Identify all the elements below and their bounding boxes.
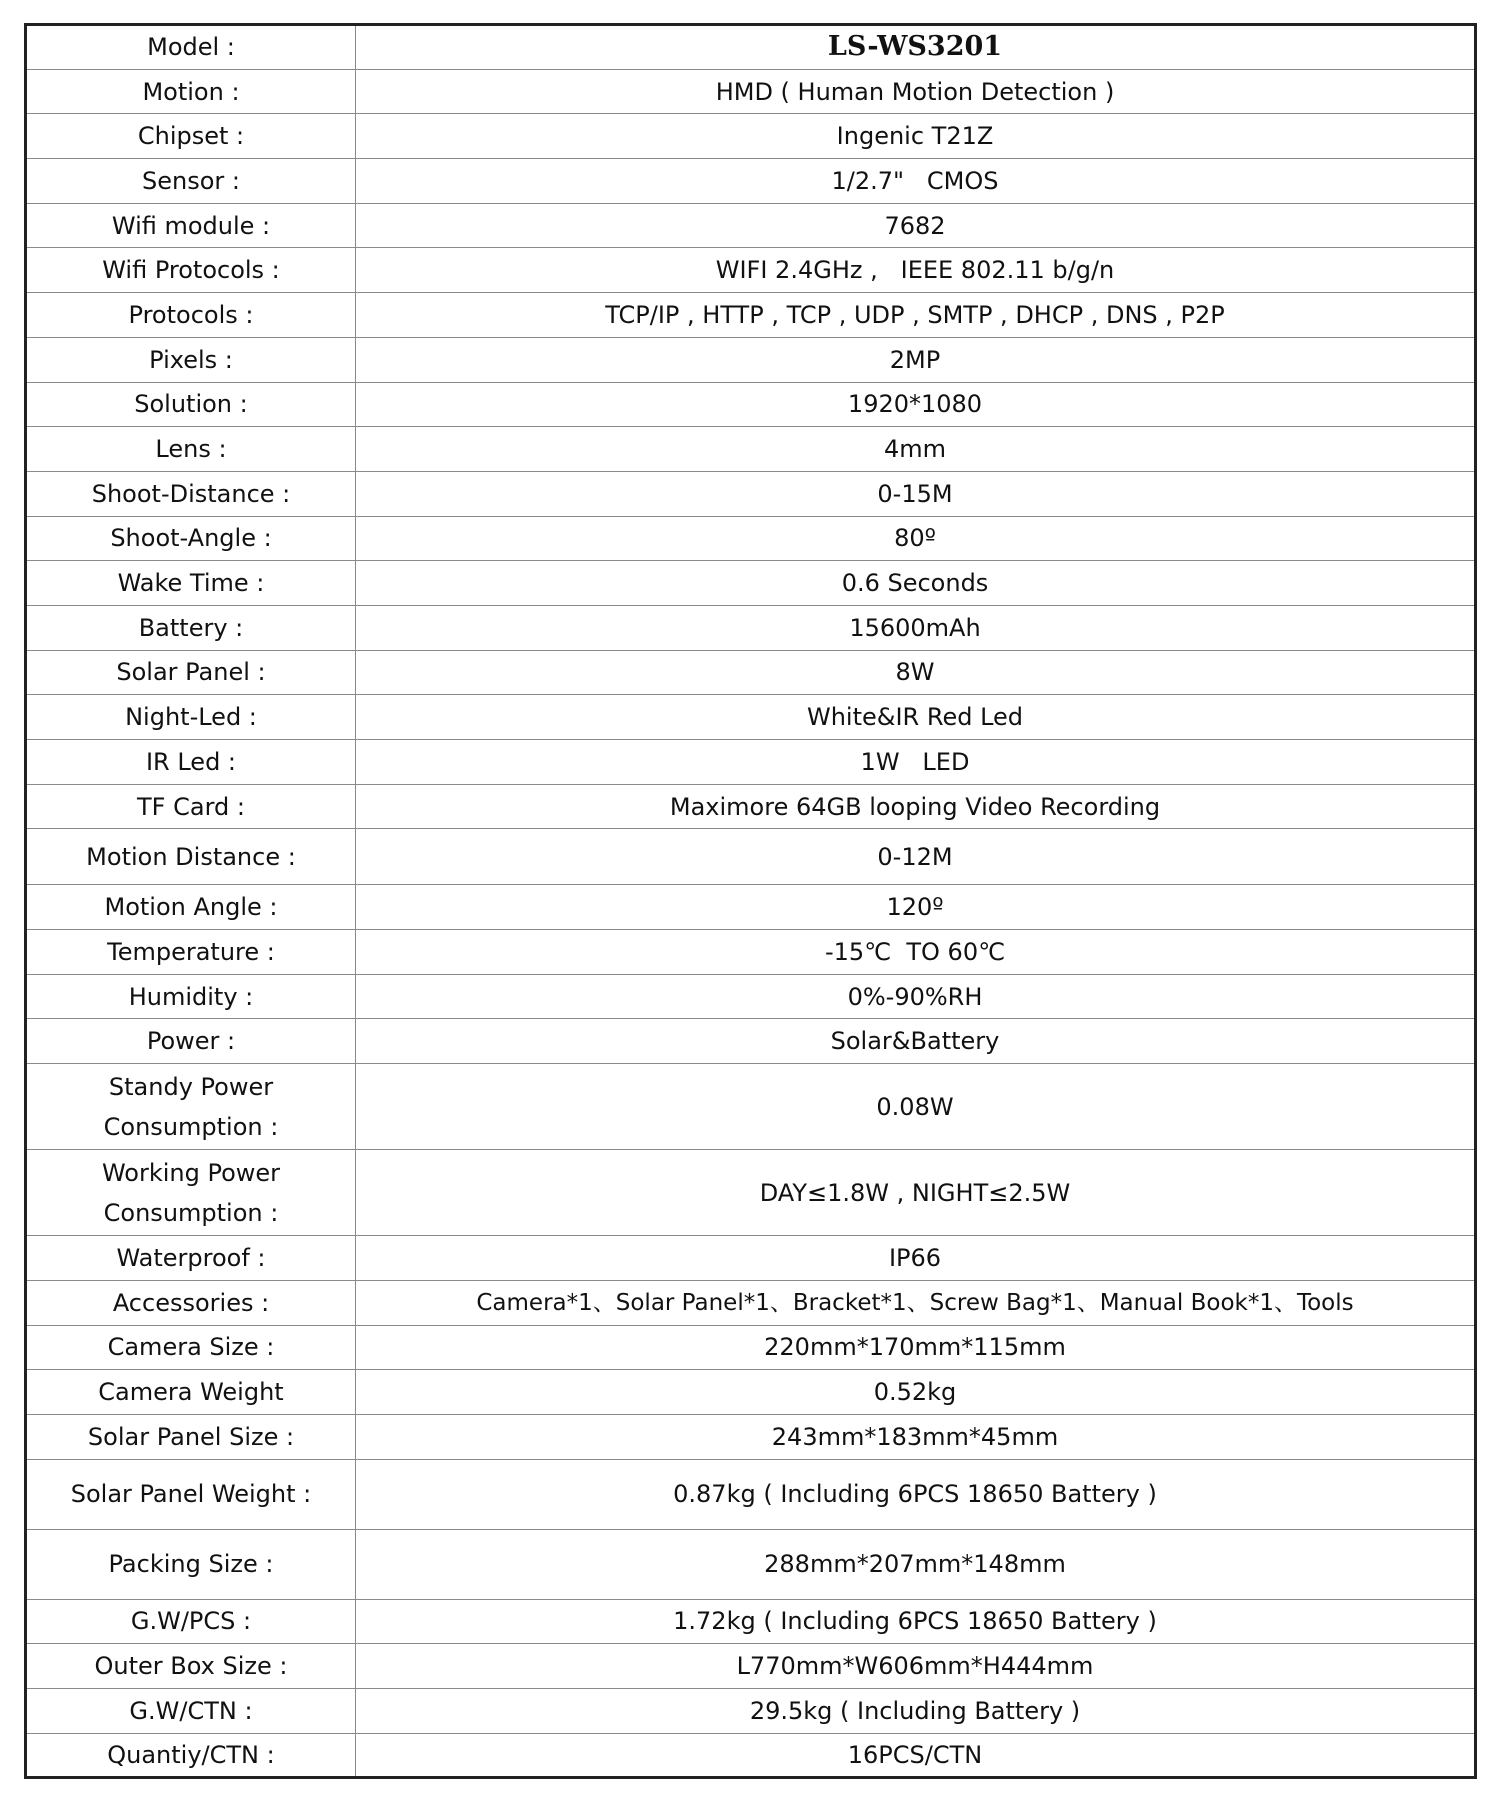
spec-value: 0.08W — [356, 1064, 1476, 1150]
spec-label: IR Led : — [26, 740, 356, 785]
spec-value: WIFI 2.4GHz , IEEE 802.11 b/g/n — [356, 248, 1476, 293]
spec-label-line-2: Consumption : — [103, 1112, 279, 1141]
spec-row-shoot-distance — [26, 471, 1476, 516]
spec-label: Wake Time : — [26, 561, 356, 606]
spec-label: Temperature : — [26, 930, 356, 975]
spec-value: White&IR Red Led — [356, 695, 1476, 740]
spec-value: TCP/IP , HTTP , TCP , UDP , SMTP , DHCP , DNS , P2P — [356, 293, 1476, 338]
spec-label — [26, 1150, 356, 1236]
spec-label: Camera Weight — [26, 1370, 356, 1415]
spec-row-wake-time — [26, 561, 1476, 606]
spec-value: 7682 — [356, 203, 1476, 248]
spec-value: 0.52kg — [356, 1370, 1476, 1415]
spec-row-shoot-angle — [26, 516, 1476, 561]
spec-label: Motion : — [26, 69, 356, 114]
spec-label: TF Card : — [26, 784, 356, 829]
spec-label: Solar Panel : — [26, 650, 356, 695]
spec-row-sensor — [26, 159, 1476, 204]
spec-value: Camera*1、Solar Panel*1、Bracket*1、Screw Bag*1、Manual Book*1、Tools — [356, 1280, 1476, 1325]
spec-row-night-led — [26, 695, 1476, 740]
spec-value: 1920*1080 — [356, 382, 1476, 427]
spec-value: 120º — [356, 885, 1476, 930]
spec-label: Shoot-Angle : — [26, 516, 356, 561]
spec-row-battery — [26, 605, 1476, 650]
spec-row-waterproof — [26, 1236, 1476, 1281]
spec-label-line-1: Standy Power — [108, 1072, 274, 1101]
spec-label: Solution : — [26, 382, 356, 427]
spec-value: 0.6 Seconds — [356, 561, 1476, 606]
spec-label — [26, 1064, 356, 1150]
spec-label: Pixels : — [26, 337, 356, 382]
spec-label: G.W/CTN : — [26, 1688, 356, 1733]
spec-row-protocols — [26, 293, 1476, 338]
spec-row-gw-pcs — [26, 1599, 1476, 1644]
spec-label: Quantiy/CTN : — [26, 1733, 356, 1778]
spec-label: Night-Led : — [26, 695, 356, 740]
spec-value: IP66 — [356, 1236, 1476, 1281]
spec-row-wifi-protocols — [26, 248, 1476, 293]
spec-label: Sensor : — [26, 159, 356, 204]
spec-row-camera-weight — [26, 1370, 1476, 1415]
spec-label: Packing Size : — [26, 1529, 356, 1599]
spec-label: Motion Distance : — [26, 829, 356, 885]
spec-value: Solar&Battery — [356, 1019, 1476, 1064]
spec-label: Wifi Protocols : — [26, 248, 356, 293]
spec-row-working-power — [26, 1150, 1476, 1236]
spec-value: 4mm — [356, 427, 1476, 472]
spec-row-humidity — [26, 974, 1476, 1019]
spec-row-model — [26, 25, 1476, 70]
spec-row-wifi-module — [26, 203, 1476, 248]
spec-label: Humidity : — [26, 974, 356, 1019]
spec-row-motion-distance — [26, 829, 1476, 885]
spec-value: HMD ( Human Motion Detection ) — [356, 69, 1476, 114]
spec-row-pixels — [26, 337, 1476, 382]
spec-label-line-2: Consumption : — [103, 1198, 279, 1227]
spec-value: 2MP — [356, 337, 1476, 382]
spec-value: 0.87kg ( Including 6PCS 18650 Battery ) — [356, 1459, 1476, 1529]
spec-value: DAY≤1.8W , NIGHT≤2.5W — [356, 1150, 1476, 1236]
spec-row-temperature — [26, 930, 1476, 975]
spec-label: Chipset : — [26, 114, 356, 159]
spec-label: Waterproof : — [26, 1236, 356, 1281]
spec-row-chipset — [26, 114, 1476, 159]
spec-label: G.W/PCS : — [26, 1599, 356, 1644]
spec-row-lens — [26, 427, 1476, 472]
spec-row-power — [26, 1019, 1476, 1064]
spec-row-outer-box-size — [26, 1644, 1476, 1689]
spec-value: Ingenic T21Z — [356, 114, 1476, 159]
spec-label: Lens : — [26, 427, 356, 472]
spec-value: 15600mAh — [356, 605, 1476, 650]
spec-value: 1W LED — [356, 740, 1476, 785]
spec-value: 16PCS/CTN — [356, 1733, 1476, 1778]
spec-value: 80º — [356, 516, 1476, 561]
spec-row-motion-angle — [26, 885, 1476, 930]
spec-value: 288mm*207mm*148mm — [356, 1529, 1476, 1599]
spec-row-tf-card — [26, 784, 1476, 829]
spec-row-solution — [26, 382, 1476, 427]
spec-row-packing-size — [26, 1529, 1476, 1599]
spec-label: Accessories : — [26, 1280, 356, 1325]
spec-label: Solar Panel Weight : — [26, 1459, 356, 1529]
spec-label: Power : — [26, 1019, 356, 1064]
spec-row-gw-ctn — [26, 1688, 1476, 1733]
spec-value: 220mm*170mm*115mm — [356, 1325, 1476, 1370]
spec-value: 243mm*183mm*45mm — [356, 1414, 1476, 1459]
spec-row-solar-panel — [26, 650, 1476, 695]
spec-label: Solar Panel Size : — [26, 1414, 356, 1459]
spec-label: Wifi module : — [26, 203, 356, 248]
spec-label: Battery : — [26, 605, 356, 650]
spec-row-solar-panel-weight — [26, 1459, 1476, 1529]
spec-label: Motion Angle : — [26, 885, 356, 930]
spec-row-accessories — [26, 1280, 1476, 1325]
spec-row-quantity-ctn — [26, 1733, 1476, 1778]
spec-value: 0-15M — [356, 471, 1476, 516]
spec-row-solar-panel-size — [26, 1414, 1476, 1459]
spec-value: -15℃ TO 60℃ — [356, 930, 1476, 975]
spec-value: 1.72kg ( Including 6PCS 18650 Battery ) — [356, 1599, 1476, 1644]
spec-label: Shoot-Distance : — [26, 471, 356, 516]
spec-value: 1/2.7" CMOS — [356, 159, 1476, 204]
spec-row-standy-power — [26, 1064, 1476, 1150]
spec-value: 8W — [356, 650, 1476, 695]
spec-row-camera-size — [26, 1325, 1476, 1370]
spec-value: Maximore 64GB looping Video Recording — [356, 784, 1476, 829]
spec-value: 0%-90%RH — [356, 974, 1476, 1019]
spec-label: Model : — [26, 25, 356, 70]
spec-table — [24, 23, 1477, 1779]
spec-value: 29.5kg ( Including Battery ) — [356, 1688, 1476, 1733]
spec-label: Protocols : — [26, 293, 356, 338]
spec-value: 0-12M — [356, 829, 1476, 885]
spec-value: L770mm*W606mm*H444mm — [356, 1644, 1476, 1689]
spec-label: Outer Box Size : — [26, 1644, 356, 1689]
spec-label: Camera Size : — [26, 1325, 356, 1370]
spec-row-ir-led — [26, 740, 1476, 785]
spec-label-line-1: Working Power — [101, 1158, 281, 1187]
model-number: LS-WS3201 — [356, 25, 1476, 70]
spec-row-motion — [26, 69, 1476, 114]
